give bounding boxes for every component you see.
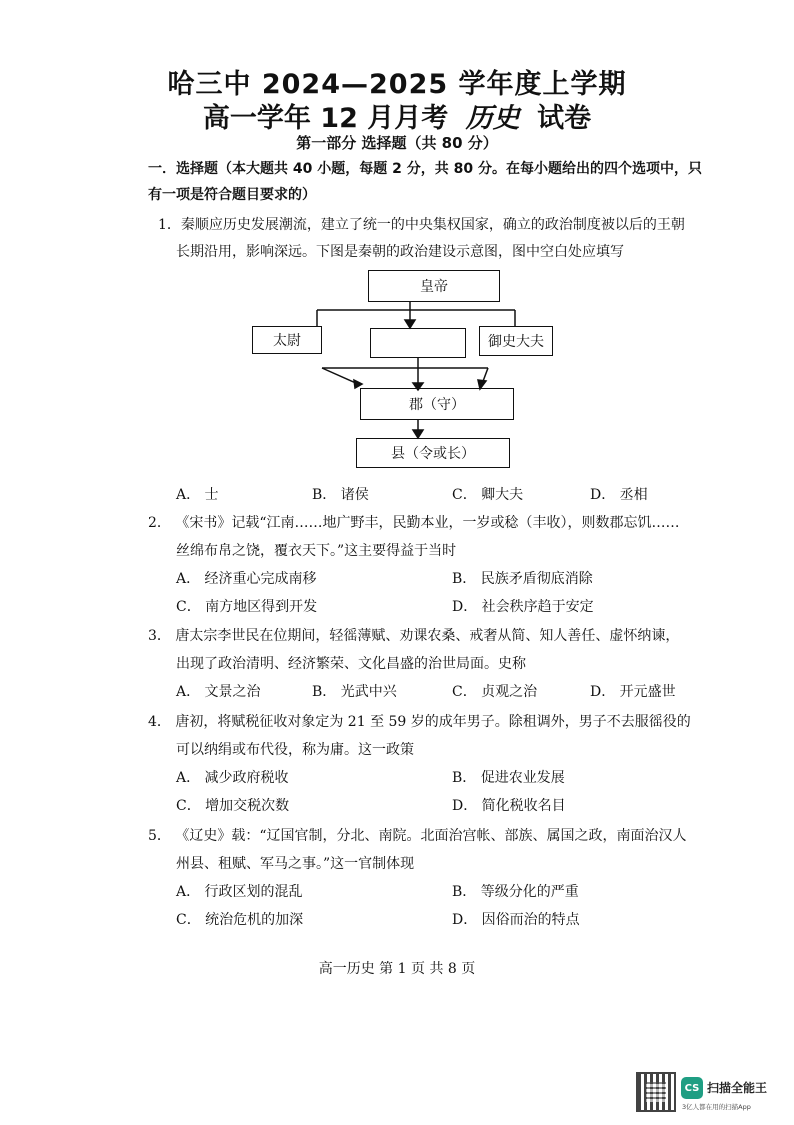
q2-line2: 丝绵布帛之饶，覆衣天下。”这主要得益于当时 xyxy=(176,543,457,559)
q5-option-d: D． 因俗而治的特点 xyxy=(452,912,580,928)
subtitle-pre: 高一学年 12 月月考 xyxy=(202,103,449,134)
q4-option-d: D． 简化税收名目 xyxy=(452,798,566,814)
q2-option-b: B． 民族矛盾彻底消除 xyxy=(452,571,593,587)
q1-option-a: A． 士 xyxy=(176,487,219,503)
diagram-yushi-box: 御史大夫 xyxy=(479,326,553,356)
diagram-taiwei-box: 太尉 xyxy=(252,326,322,354)
q3-option-b: B． 光武中兴 xyxy=(312,684,397,700)
section-instructions-line1: 一．选择题（本大题共 40 小题，每题 2 分，共 80 分。在每小题给出的四个选项中，只 xyxy=(148,161,702,177)
q1-option-b: B． 诸侯 xyxy=(312,487,369,503)
q5-option-a: A． 行政区划的混乱 xyxy=(176,884,303,900)
q1-line1: 1．秦顺应历史发展潮流，建立了统一的中央集权国家，确立的政治制度被以后的王朝 xyxy=(158,217,685,233)
q4-option-c: C． 增加交税次数 xyxy=(176,798,290,814)
part-heading: 第一部分 选择题（共 80 分） xyxy=(296,134,498,152)
q5-line1: 5． 《辽史》载：“辽国官制，分北、南院。北面治宫帐、部族、属国之政，南面治汉人 xyxy=(148,828,687,844)
q4-option-b: B． 促进农业发展 xyxy=(452,770,565,786)
q2-option-c: C． 南方地区得到开发 xyxy=(176,599,318,615)
diagram-emperor-box: 皇帝 xyxy=(368,270,500,302)
qr-code-icon xyxy=(636,1072,676,1112)
q3-option-a: A． 文景之治 xyxy=(176,684,261,700)
q2-option-a: A． 经济重心完成南移 xyxy=(176,571,317,587)
exam-title: 哈三中 2024—2025 学年度上学期 xyxy=(167,69,627,100)
subtitle-post: 试卷 xyxy=(537,103,592,134)
q3-option-c: C． 贞观之治 xyxy=(452,684,538,700)
q4-option-a: A． 减少政府税收 xyxy=(176,770,289,786)
section-instructions-line2: 有一项是符合题目要求的） xyxy=(148,187,316,203)
q5-line2: 州县、租赋、军马之事。”这一官制体现 xyxy=(176,856,415,872)
q1-line2: 长期沿用，影响深远。下图是秦朝的政治建设示意图，图中空白处应填写 xyxy=(176,244,624,260)
q2-line1: 2． 《宋书》记载“江南……地广野丰，民勤本业，一岁或稔（丰收），则数郡忘饥…… xyxy=(148,515,680,531)
diagram-blank-box xyxy=(370,328,466,358)
page-footer: 高一历史 第 1 页 共 8 页 xyxy=(318,961,476,977)
q5-option-b: B． 等级分化的严重 xyxy=(452,884,579,900)
q3-line1: 3． 唐太宗李世民在位期间，轻徭薄赋、劝课农桑、戒奢从简、知人善任、虚怀纳谏， xyxy=(148,628,680,644)
q4-line1: 4． 唐初，将赋税征收对象定为 21 至 59 岁的成年男子。除租调外，男子不去服徭役的 xyxy=(148,714,691,730)
q2-option-d: D． 社会秩序趋于安定 xyxy=(452,599,594,615)
camscanner-slogan: 3亿人都在用的扫描App xyxy=(682,1103,751,1111)
diagram-jun-box: 郡（守） xyxy=(360,388,514,420)
diagram-xian-box: 县（令或长） xyxy=(356,438,510,468)
q1-option-c: C． 卿大夫 xyxy=(452,487,524,503)
q3-line2: 出现了政治清明、经济繁荣、文化昌盛的治世局面。史称 xyxy=(176,656,526,672)
subtitle-subject: 历史 xyxy=(465,103,520,134)
q4-line2: 可以纳绢或布代役，称为庸。这一政策 xyxy=(176,742,414,758)
q5-option-c: C． 统治危机的加深 xyxy=(176,912,304,928)
q3-option-d: D． 开元盛世 xyxy=(590,684,676,700)
q1-option-d: D． 丞相 xyxy=(590,487,648,503)
camscanner-logo-icon: CS xyxy=(681,1077,703,1099)
camscanner-name: 扫描全能王 xyxy=(707,1081,768,1095)
